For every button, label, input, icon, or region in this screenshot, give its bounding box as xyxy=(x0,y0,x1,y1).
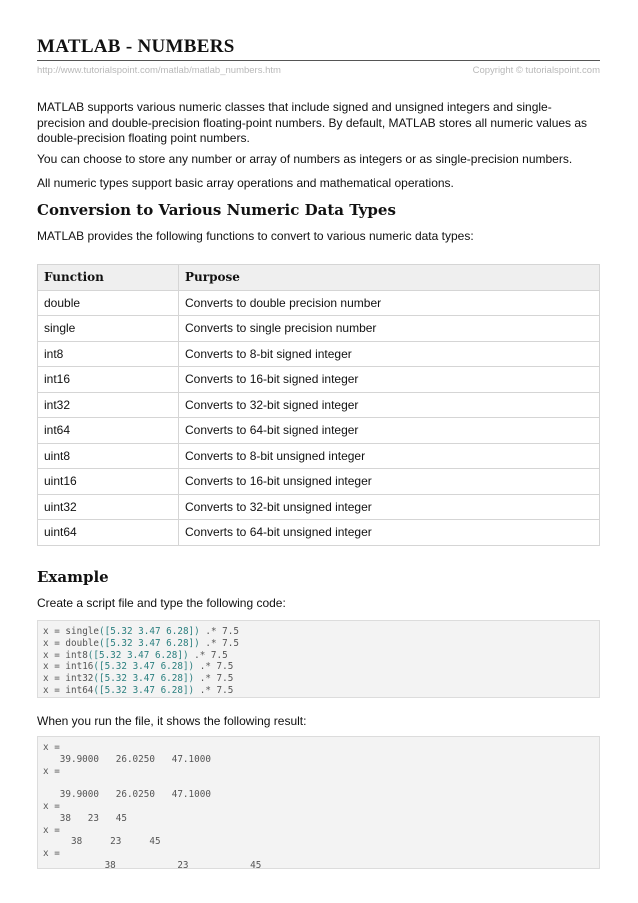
column-header-purpose: Purpose xyxy=(179,265,600,291)
table-row xyxy=(38,494,600,520)
purpose-cell: Converts to 8-bit unsigned integer xyxy=(179,443,600,469)
code-token-var: x xyxy=(43,661,49,673)
table-header-row xyxy=(38,265,600,291)
table-body xyxy=(38,290,600,545)
copyright-notice: Copyright © tutorialspoint.com xyxy=(472,65,600,76)
code-line xyxy=(43,650,599,662)
function-cell: uint64 xyxy=(38,520,179,546)
table-row xyxy=(38,520,600,546)
code-token-tail: .* 7.5 xyxy=(199,637,239,649)
code-token-var: x xyxy=(43,684,49,696)
code-token-fn: int32 xyxy=(65,673,94,685)
function-cell: int16 xyxy=(38,367,179,393)
function-cell: int32 xyxy=(38,392,179,418)
output-line: x = xyxy=(43,824,60,836)
code-token-op: = xyxy=(48,649,66,661)
code-token-op: = xyxy=(48,684,66,696)
code-token-args: ([5.32 3.47 6.28]) xyxy=(99,637,200,649)
output-line: x = xyxy=(43,765,60,777)
function-cell: double xyxy=(38,290,179,316)
code-token-tail: .* 7.5 xyxy=(188,649,228,661)
conversion-lead: MATLAB provides the following functions to convert to various numeric data types: xyxy=(37,229,474,243)
table-row xyxy=(38,316,600,342)
code-token-tail: .* 7.5 xyxy=(199,626,239,637)
code-token-op: = xyxy=(48,661,66,673)
purpose-cell: Converts to 32-bit unsigned integer xyxy=(179,494,600,520)
page-title: MATLAB - NUMBERS xyxy=(37,36,235,57)
conversion-table xyxy=(37,264,600,546)
output-line: 39.9000 26.0250 47.1000 xyxy=(43,753,211,765)
purpose-cell: Converts to double precision number xyxy=(179,290,600,316)
code-line xyxy=(43,626,599,638)
purpose-cell: Converts to 64-bit unsigned integer xyxy=(179,520,600,546)
code-token-args: ([5.32 3.47 6.28]) xyxy=(99,626,200,637)
table-row xyxy=(38,469,600,495)
function-cell: uint16 xyxy=(38,469,179,495)
table-row xyxy=(38,341,600,367)
output-line: 39.9000 26.0250 47.1000 xyxy=(43,789,211,801)
function-cell: int64 xyxy=(38,418,179,444)
purpose-cell: Converts to 32-bit signed integer xyxy=(179,392,600,418)
output-line: 38 23 45 xyxy=(43,859,262,871)
code-token-tail: .* 7.5 xyxy=(194,661,234,673)
code-token-var: x xyxy=(43,637,49,649)
intro-paragraph-1: MATLAB supports various numeric classes that include signed and unsigned integers and single-precision and double-precision floating-point numbers. By default, MATLAB stores all numeric values as double-precision floating point numbers. xyxy=(37,100,588,145)
table-row xyxy=(38,290,600,316)
code-token-tail: .* 7.5 xyxy=(194,673,234,685)
source-row xyxy=(37,65,600,76)
code-token-fn: single xyxy=(65,626,99,637)
function-cell: uint32 xyxy=(38,494,179,520)
conversion-heading: Conversion to Various Numeric Data Types xyxy=(37,201,396,219)
purpose-cell: Converts to single precision number xyxy=(179,316,600,342)
output-line: x = xyxy=(43,742,60,753)
title-divider xyxy=(37,60,600,61)
code-token-op: = xyxy=(48,673,66,685)
table-row xyxy=(38,367,600,393)
code-token-fn: int8 xyxy=(65,649,88,661)
example-heading: Example xyxy=(37,568,109,586)
code-line xyxy=(43,661,599,673)
source-url: http://www.tutorialspoint.com/matlab/matlab_numbers.htm xyxy=(37,65,281,76)
code-token-fn: int16 xyxy=(65,661,94,673)
code-token-tail: .* 7.5 xyxy=(194,684,234,696)
output-line: x = xyxy=(43,848,60,860)
table-row xyxy=(38,392,600,418)
purpose-cell: Converts to 64-bit signed integer xyxy=(179,418,600,444)
code-token-args: ([5.32 3.47 6.28]) xyxy=(93,661,195,673)
intro-paragraph-3: All numeric types support basic array operations and mathematical operations. xyxy=(37,176,454,190)
code-token-var: x xyxy=(43,673,49,685)
output-line xyxy=(43,777,599,789)
function-cell: int8 xyxy=(38,341,179,367)
purpose-cell: Converts to 16-bit signed integer xyxy=(179,367,600,393)
code-token-fn: double xyxy=(65,637,99,649)
code-line xyxy=(43,685,599,697)
table-row xyxy=(38,418,600,444)
example-lead: Create a script file and type the following code: xyxy=(37,596,286,610)
code-token-args: ([5.32 3.47 6.28]) xyxy=(93,673,195,685)
output-line: 38 23 45 xyxy=(43,812,127,824)
code-line xyxy=(43,673,599,685)
code-token-args: ([5.32 3.47 6.28]) xyxy=(87,649,189,661)
function-cell: uint8 xyxy=(38,443,179,469)
output-block xyxy=(37,736,600,869)
output-line: 38 23 45 xyxy=(43,836,161,848)
code-token-fn: int64 xyxy=(65,684,94,696)
output-line: x = xyxy=(43,800,60,812)
code-line xyxy=(43,638,599,650)
intro-paragraph-2: You can choose to store any number or array of numbers as integers or as single-precision numbers. xyxy=(37,152,573,166)
column-header-function: Function xyxy=(38,265,179,291)
code-token-var: x xyxy=(43,649,49,661)
code-token-args: ([5.32 3.47 6.28]) xyxy=(93,684,195,696)
purpose-cell: Converts to 16-bit unsigned integer xyxy=(179,469,600,495)
code-token-op: = xyxy=(48,637,66,649)
purpose-cell: Converts to 8-bit signed integer xyxy=(179,341,600,367)
code-token-op: = xyxy=(48,626,66,637)
function-cell: single xyxy=(38,316,179,342)
code-block xyxy=(37,620,600,698)
result-lead: When you run the file, it shows the following result: xyxy=(37,714,307,728)
table-row xyxy=(38,443,600,469)
code-token-var: x xyxy=(43,626,49,637)
